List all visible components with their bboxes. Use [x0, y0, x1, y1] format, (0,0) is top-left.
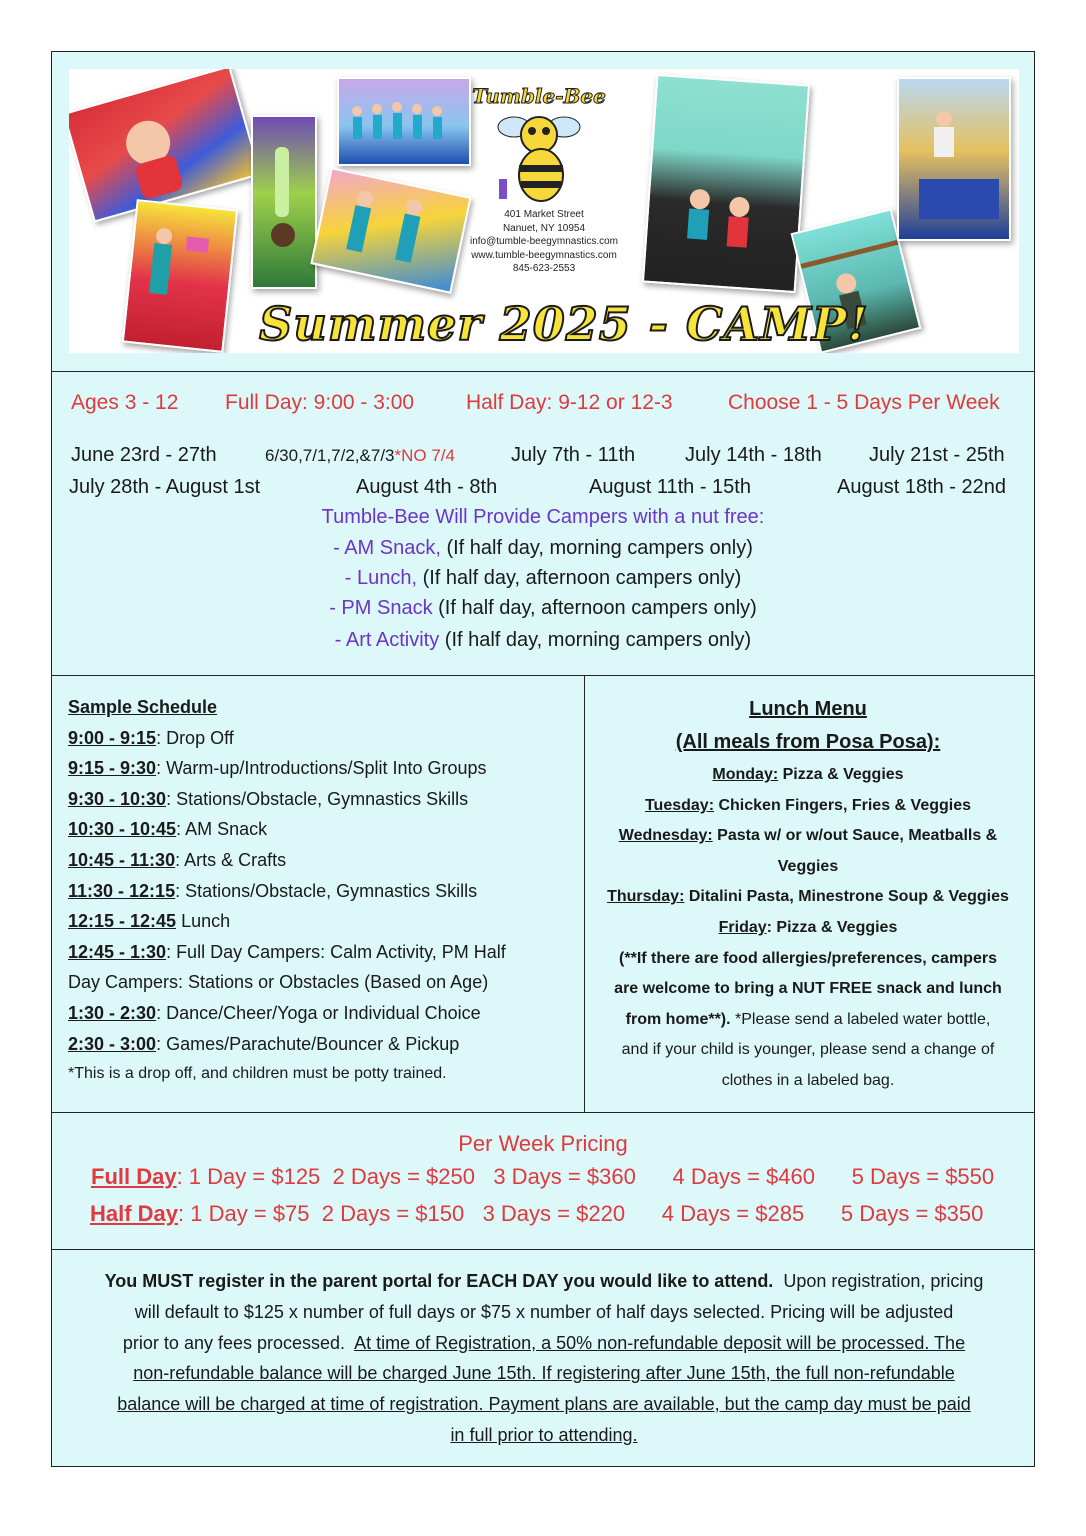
schedule-item: 12:45 - 1:30: Full Day Campers: Calm Activity, PM Half: [68, 941, 506, 962]
camp-flyer: [51, 51, 1035, 1467]
schedule-item: 9:00 - 9:15: Drop Off: [68, 727, 234, 748]
divider: [52, 1112, 1034, 1113]
bee-icon: [469, 79, 609, 207]
menu-day: Wednesday: Pasta w/ or w/out Sauce, Meatballs &: [618, 827, 998, 845]
full-day-hours: Full Day: 9:00 - 3:00: [225, 391, 415, 414]
week-7: August 4th - 8th: [356, 476, 498, 498]
schedule-item: 11:30 - 12:15: Stations/Obstacle, Gymnastics Skills: [68, 880, 478, 901]
provide-item: - Lunch, (If half day, afternoon campers only): [344, 567, 742, 589]
half-day-hours: Half Day: 9-12 or 12-3: [466, 391, 673, 414]
menu-day-continued: Veggies: [777, 857, 839, 875]
week-4: July 14th - 18th: [685, 444, 822, 466]
menu-day: Friday: Pizza & Veggies: [718, 918, 898, 936]
address-line-2: Nanuet, NY 10954: [502, 222, 586, 234]
lunch-menu: [592, 692, 1024, 1097]
phone-text: 845-623-2553: [512, 263, 576, 275]
week-2-dates: 6/30,7/1,7/2,&7/3: [265, 446, 395, 465]
provide-heading: Tumble-Bee Will Provide Campers with a nut free:: [321, 506, 765, 528]
menu-title: Lunch Menu: [749, 698, 867, 720]
schedule-note: *This is a drop off, and children must be potty trained.: [68, 1065, 447, 1083]
half-day-label: Half Day: [90, 1201, 179, 1226]
register-bold: You MUST register in the parent portal for EACH DAY you would like to attend.: [104, 1271, 774, 1291]
sample-schedule: [68, 692, 568, 1090]
water-note: and if your child is younger, please send a change of: [621, 1041, 995, 1059]
allergy-note: (**If there are food allergies/preferences, campers: [619, 949, 997, 967]
photo-trampoline: [642, 74, 810, 293]
menu-subtitle: (All meals from Posa Posa):: [675, 731, 941, 753]
pricing-heading: Per Week Pricing: [458, 1131, 628, 1156]
bee-logo: [469, 79, 609, 207]
contact-info: [449, 208, 639, 276]
website-text: www.tumble-beegymnastics.com: [471, 249, 617, 261]
schedule-item: 10:45 - 11:30: Arts & Crafts: [68, 849, 287, 870]
logo-text: Tumble-Bee: [472, 84, 606, 108]
ages-text: Ages 3 - 12: [71, 391, 179, 414]
menu-day: Thursday: Ditalini Pasta, Minestrone Soup & Veggies: [607, 888, 1009, 906]
week-3: July 7th - 11th: [511, 444, 636, 466]
column-divider: [584, 676, 585, 1113]
photo-handstand: [251, 115, 317, 289]
week-6: July 28th - August 1st: [69, 476, 261, 498]
menu-day: Tuesday: Chicken Fingers, Fries & Veggies: [644, 796, 972, 814]
photo-mats: [897, 77, 1011, 241]
divider: [52, 675, 1034, 676]
week-5: July 21st - 25th: [869, 444, 1005, 466]
choose-days: Choose 1 - 5 Days Per Week: [728, 391, 1000, 414]
schedule-item: 9:15 - 9:30: Warm-up/Introductions/Split Into Groups: [68, 758, 487, 779]
photo-jumping-group: [337, 77, 471, 166]
week-8: August 11th - 15th: [589, 476, 751, 498]
full-day-pricing: Full Day: 1 Day = $125 2 Days = $250 3 Days = $360 4 Days = $460 5 Days = $550: [91, 1164, 995, 1189]
water-note: clothes in a labeled bag.: [721, 1071, 895, 1089]
provide-item: - AM Snack, (If half day, morning campers only): [333, 537, 753, 559]
full-day-label: Full Day: [91, 1164, 177, 1189]
schedule-item: 12:15 - 12:45 Lunch: [68, 911, 231, 932]
photo-baby: [69, 69, 261, 223]
schedule-item: 1:30 - 2:30: Dance/Cheer/Yoga or Individual Choice: [68, 1002, 481, 1023]
address-line-1: 401 Market Street: [504, 209, 584, 220]
provide-item: - Art Activity (If half day, morning campers only): [334, 629, 752, 651]
schedule-item: 9:30 - 10:30: Stations/Obstacle, Gymnastics Skills: [68, 788, 469, 809]
allergy-note: from home**). *Please send a labeled water bottle,: [625, 1010, 991, 1028]
week-2-note: *NO 7/4: [394, 446, 455, 465]
header-collage: [69, 69, 1019, 353]
week-9: August 18th - 22nd: [837, 476, 1007, 498]
camp-title: Summer 2025 - CAMP!: [259, 297, 869, 351]
divider: [52, 1249, 1034, 1250]
divider: [52, 371, 1034, 372]
email-text: info@tumble-beegymnastics.com: [470, 236, 618, 248]
schedule-item-continued: Day Campers: Stations or Obstacles (Based on Age): [68, 972, 489, 993]
allergy-note: are welcome to bring a NUT FREE snack and lunch: [614, 980, 1002, 998]
registration-terms: You MUST register in the parent portal for EACH DAY you would like to attend. Upon registration, pricing will default to $125 x number of full days or $75 x number of half days selected. Pricing will be adjusted prior to any fees processed. At time of Registration, a 50% non-refundable deposit will be processed. The non-refundable balance will be charged June 15th. If registering after June 15th, the full non-refundable balance will be charged at time of registration. Payment plans are available, but the camp day must be paid in full prior to attending.: [104, 1271, 984, 1445]
schedule-item: 10:30 - 10:45: AM Snack: [68, 819, 268, 840]
half-day-pricing: Half Day: 1 Day = $75 2 Days = $150 3 Days = $220 4 Days = $285 5 Days = $350: [90, 1201, 984, 1226]
menu-day: Monday: Pizza & Veggies: [712, 766, 904, 783]
schedule-item: 2:30 - 3:00: Games/Parachute/Bouncer & Pickup: [68, 1033, 460, 1054]
week-2: [265, 446, 455, 466]
schedule-heading: Sample Schedule: [68, 697, 218, 717]
photo-coaches: [310, 167, 471, 294]
provide-item: - PM Snack (If half day, afternoon campers only): [329, 597, 757, 619]
week-1: June 23rd - 27th: [71, 444, 217, 466]
